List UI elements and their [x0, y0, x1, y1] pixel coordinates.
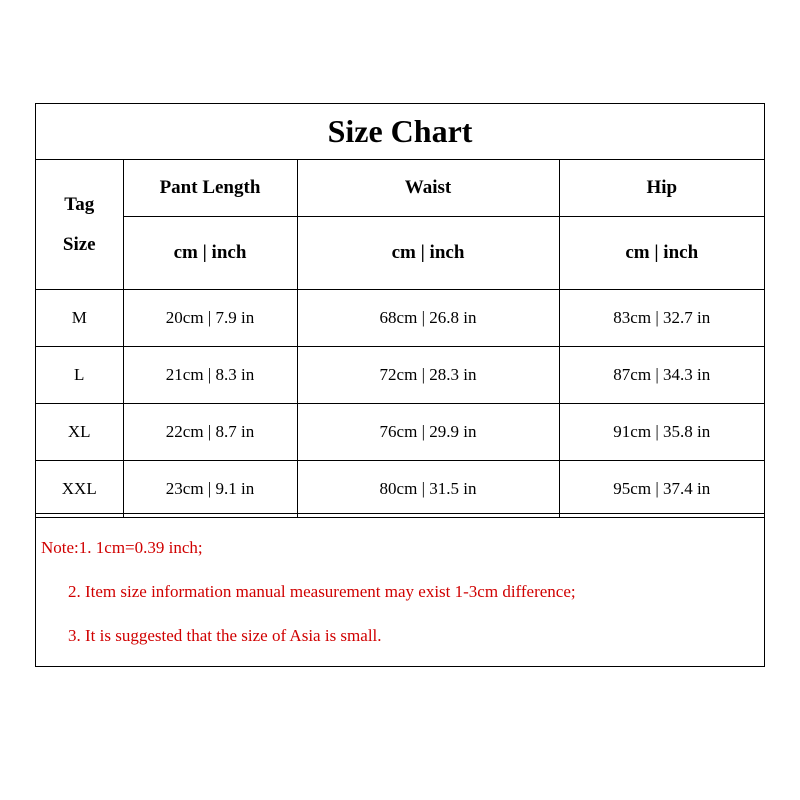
table-row — [36, 461, 764, 518]
waist-unit: cm | inch — [297, 217, 559, 290]
table-row — [36, 404, 764, 461]
tag-size-header-line1: Tag — [64, 193, 95, 215]
header-row-group — [36, 160, 764, 217]
size-cell: L — [36, 347, 123, 404]
tag-size-header — [36, 160, 123, 290]
waist-cell: 72cm | 28.3 in — [297, 347, 559, 404]
table-row — [36, 347, 764, 404]
waist-cell: 80cm | 31.5 in — [297, 461, 559, 518]
size-cell: XXL — [36, 461, 123, 518]
size-table — [36, 160, 764, 518]
pant-length-cell: 20cm | 7.9 in — [123, 290, 297, 347]
header-row-units — [36, 217, 764, 290]
note-1: Note:1. 1cm=0.39 inch; — [41, 538, 203, 557]
hip-cell: 83cm | 32.7 in — [559, 290, 764, 347]
size-chart — [35, 103, 765, 667]
pant-length-header: Pant Length — [123, 160, 297, 217]
notes-section — [36, 513, 764, 666]
hip-header: Hip — [559, 160, 764, 217]
hip-cell: 95cm | 37.4 in — [559, 461, 764, 518]
pant-length-cell: 23cm | 9.1 in — [123, 461, 297, 518]
hip-cell: 91cm | 35.8 in — [559, 404, 764, 461]
pant-length-unit: cm | inch — [123, 217, 297, 290]
pant-length-cell: 22cm | 8.7 in — [123, 404, 297, 461]
chart-title: Size Chart — [36, 104, 764, 160]
waist-header: Waist — [297, 160, 559, 217]
hip-unit: cm | inch — [559, 217, 764, 290]
pant-length-cell: 21cm | 8.3 in — [123, 347, 297, 404]
size-cell: XL — [36, 404, 123, 461]
note-3: 3. It is suggested that the size of Asia is small. — [68, 626, 382, 645]
waist-cell: 76cm | 29.9 in — [297, 404, 559, 461]
table-row — [36, 290, 764, 347]
waist-cell: 68cm | 26.8 in — [297, 290, 559, 347]
tag-size-header-line2: Size — [62, 233, 96, 255]
size-cell: M — [36, 290, 123, 347]
note-2: 2. Item size information manual measurement may exist 1-3cm difference; — [68, 582, 576, 601]
hip-cell: 87cm | 34.3 in — [559, 347, 764, 404]
